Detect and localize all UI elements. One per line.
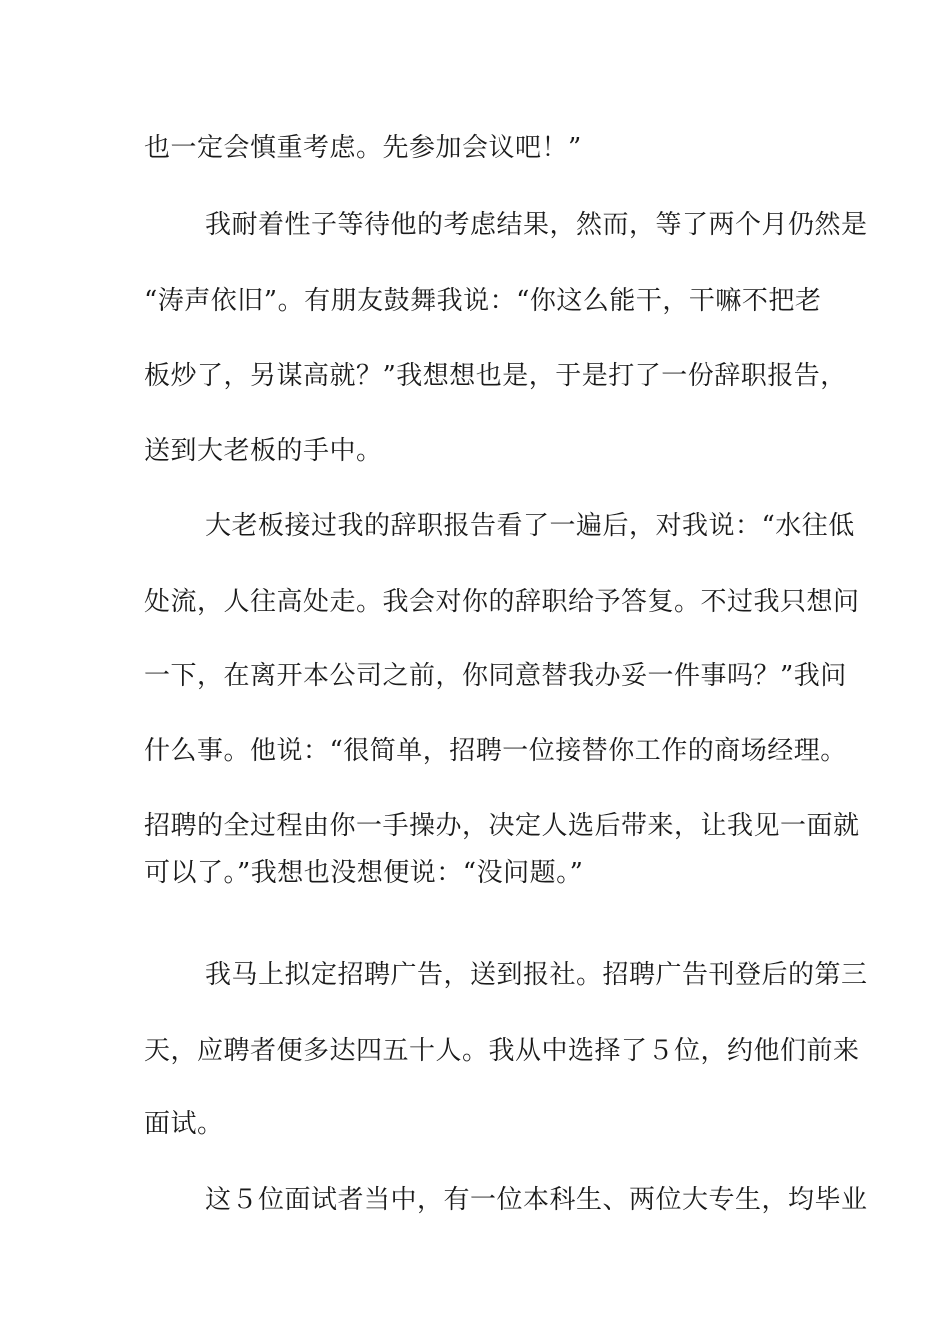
text-line: “涛声依旧”。有朋友鼓舞我说：“你这么能干，干嘛不把老: [144, 286, 822, 316]
text-line: 面试。: [144, 1109, 224, 1139]
paragraph-start-line: 大老板接过我的辞职报告看了一遍后，对我说：“水往低: [205, 511, 855, 541]
text-line: 天，应聘者便多达四五十人。我从中选择了５位，约他们前来: [144, 1036, 860, 1066]
text-line: 处流，人往高处走。我会对你的辞职给予答复。不过我只想问: [144, 587, 860, 617]
text-line: 可以了。”我想也没想便说：“没问题。”: [144, 858, 584, 888]
paragraph-start-line: 这５位面试者当中，有一位本科生、两位大专生，均毕业: [205, 1185, 868, 1215]
text-line: 一下，在离开本公司之前，你同意替我办妥一件事吗？”我问: [144, 661, 847, 691]
text-line: 什么事。他说：“很简单，招聘一位接替你工作的商场经理。: [144, 736, 847, 766]
text-line: 板炒了，另谋高就？”我想想也是，于是打了一份辞职报告，: [144, 361, 847, 391]
text-line: 送到大老板的手中。: [144, 436, 383, 466]
text-line: 招聘的全过程由你一手操办，决定人选后带来，让我见一面就: [144, 811, 860, 841]
text-line: 也一定会慎重考虑。先参加会议吧！”: [144, 133, 582, 163]
paragraph-start-line: 我耐着性子等待他的考虑结果，然而，等了两个月仍然是: [205, 210, 868, 240]
paragraph-start-line: 我马上拟定招聘广告，送到报社。招聘广告刊登后的第三: [205, 960, 868, 990]
